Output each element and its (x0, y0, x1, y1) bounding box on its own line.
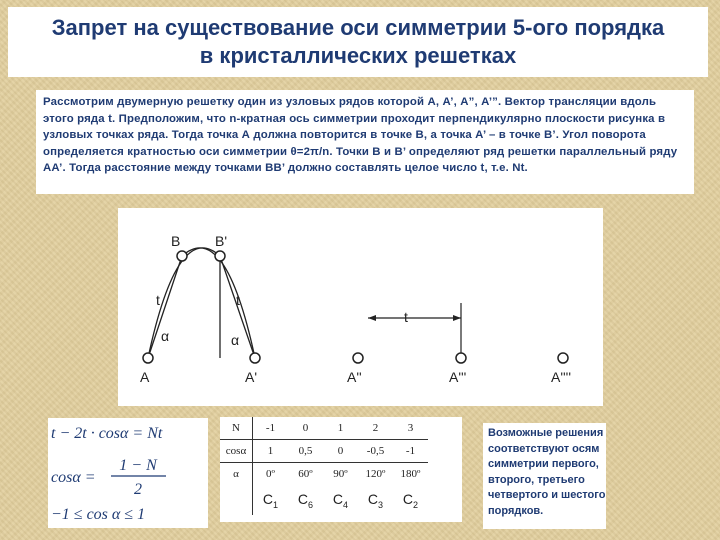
lattice-diagram-svg (118, 208, 603, 406)
formula-svg (48, 418, 208, 528)
translation-arrow-head-left (368, 315, 376, 321)
cell-alpha-1: 0º (266, 468, 275, 480)
lattice-diagram (118, 208, 603, 406)
solutions-table (220, 417, 428, 515)
formula-inequality: −1 ≤ cos α ≤ 1 (51, 506, 146, 523)
lattice-point-A4 (558, 353, 568, 363)
label-A2: A'' (347, 369, 362, 385)
formula-cos-lhs: cosα = (51, 469, 96, 486)
table-row-axes (220, 485, 428, 515)
cell-N-3: 1 (323, 417, 358, 440)
cell-axis-4 (358, 485, 393, 515)
axis-letter: C (367, 490, 379, 507)
cell-cos-4: -0,5 (358, 440, 393, 463)
label-A1: A' (245, 369, 258, 385)
lattice-point-A3 (456, 353, 466, 363)
label-alpha-right: α (231, 332, 240, 348)
axis-order: 2 (413, 499, 419, 510)
table-row-alpha (220, 463, 428, 486)
label-t-right: t (236, 292, 240, 308)
formula-main: t − 2t · cosα = Nt (51, 425, 163, 442)
cell-N-1: -1 (253, 417, 289, 440)
axis-order: 3 (378, 499, 384, 510)
cell-alpha-5: 180º (400, 468, 421, 480)
title-banner (8, 7, 708, 77)
intro-paragraph: Рассмотрим двумерную решетку один из узловых рядов которой А, А’, А”, А’”. Вектор трансляции вдоль этого ряда t. Предположим, что n-кратная ось симметрии проходит перпендикулярно плоскости рисунка в узловых точках ряда. Тогда точка А должна повторится в точке В, а точка А’ – в точке В’. Угол поворота определяется кратностью оси симметрии θ=2π/n. Точки В и В’ определяют ряд решетки параллельный ряду АА’. Тогда расстояние между точками ВВ’ должно составлять целое число t, т.е. Nt. (43, 96, 678, 175)
lattice-point-B (177, 251, 187, 261)
axis-order: 4 (343, 499, 349, 510)
cell-cos-5: -1 (393, 440, 428, 463)
header-N: N (220, 417, 253, 440)
lattice-point-A1 (250, 353, 260, 363)
label-t-horizontal: t (404, 309, 408, 325)
cell-N-2: 0 (288, 417, 323, 440)
cell-alpha-4: 120º (365, 468, 386, 480)
axis-order: 6 (308, 499, 314, 510)
label-t-left: t (156, 292, 160, 308)
conclusion-box (483, 423, 606, 529)
axis-letter: C (297, 490, 309, 507)
slide-title-line-1: Запрет на существование оси симметрии 5-ого порядка (51, 15, 665, 40)
header-axes-empty (220, 485, 253, 515)
cell-axis-2 (288, 485, 323, 515)
label-A4: A'''' (551, 369, 572, 385)
table-row-N (220, 417, 428, 440)
intro-text-box (36, 90, 694, 194)
axis-letter: C (332, 490, 344, 507)
lattice-point-A (143, 353, 153, 363)
cell-axis-1 (253, 485, 289, 515)
label-A3: A''' (449, 369, 467, 385)
header-alpha: α (220, 463, 253, 486)
header-cos: cosα (220, 440, 253, 463)
translation-arrow-head-right (453, 315, 461, 321)
formula-denominator: 2 (134, 481, 142, 498)
cell-alpha-3: 90º (333, 468, 348, 480)
solutions-table-box (220, 417, 462, 522)
cell-axis-3 (323, 485, 358, 515)
formula-box (48, 418, 208, 528)
lattice-point-A2 (353, 353, 363, 363)
axis-letter: C (262, 490, 274, 507)
formula-numerator: 1 − N (119, 457, 157, 474)
rotation-arc-right (182, 248, 255, 358)
axis-order: 1 (273, 499, 279, 510)
table-row-cos (220, 440, 428, 463)
conclusion-text: Возможные решения соответствуют осям симметрии первого, второго, третьего четвертого и шестого порядков. (488, 427, 606, 517)
label-A: A (140, 369, 150, 385)
lattice-point-B1 (215, 251, 225, 261)
cell-cos-2: 0,5 (288, 440, 323, 463)
label-B-prime: B' (215, 233, 228, 249)
axis-letter: C (402, 490, 414, 507)
cell-cos-1: 1 (253, 440, 289, 463)
cell-N-5: 3 (393, 417, 428, 440)
label-B: B (171, 233, 181, 249)
label-alpha-left: α (161, 328, 170, 344)
cell-alpha-2: 60º (298, 468, 313, 480)
cell-axis-5 (393, 485, 428, 515)
cell-cos-3: 0 (323, 440, 358, 463)
slide-title-line-2: в кристаллических решетках (199, 43, 517, 68)
cell-N-4: 2 (358, 417, 393, 440)
